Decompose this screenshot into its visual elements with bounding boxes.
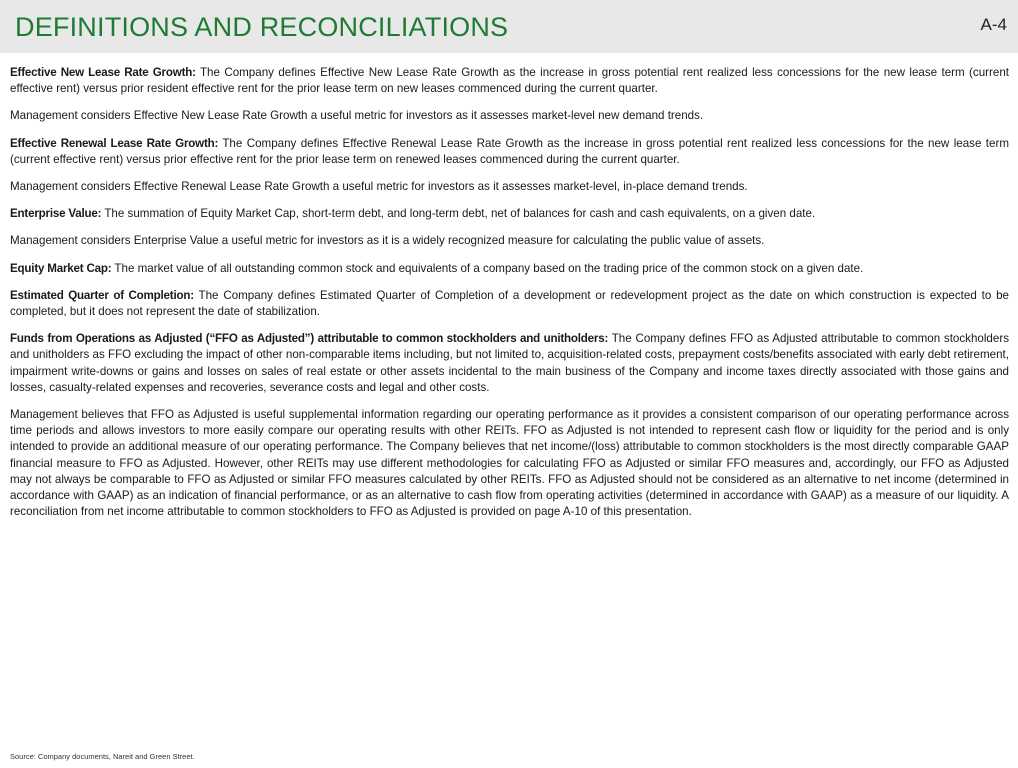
definition-enterprise-value (10, 206, 1009, 222)
paragraph-new-lease-usefulness (10, 108, 1009, 124)
definition-text: The Company defines Effective Renewal Lease Rate Growth as the increase in gross potential rent realized less concessions for the new lease term (current effective rent) versus prior effective rent for the prior lease term on renewed leases commenced during the current quarter. (10, 136, 1009, 166)
page-number: A-4 (980, 15, 1007, 34)
paragraph-enterprise-value-usefulness (10, 233, 1009, 249)
term-label: Effective New Lease Rate Growth: (10, 66, 196, 79)
definition-ffo-as-adjusted (10, 331, 1009, 396)
definition-text: Management believes that FFO as Adjusted is useful supplemental information regarding our operating performance as it provides a consistent comparison of our operating performance across time periods and allows investors to more easily compare our operating results with other REITs. FFO as Adjusted is not intended to represent cash flow or liquidity for the period and is only intended to provide an additional measure of our operating performance. The Company believes that net income/(loss) attributable to common stockholders is the most directly comparable GAAP financial measure to FFO as Adjusted. However, other REITs may use different methodologies for calculating FFO as Adjusted or similar FFO measures and, accordingly, our FFO as Adjusted may not always be comparable to FFO as Adjusted or similar FFO measures calculated by other REITs. FFO as Adjusted should not be considered as an alternative to net income (determined in accordance with GAAP) as an indication of financial performance, or as an alternative to cash flow from operating activities (determined in accordance with GAAP) as a measure of our liquidity. A reconciliation from net income attributable to common stockholders to FFO as Adjusted is provided on page A-10 of this presentation. (10, 408, 1009, 519)
paragraph-ffo-as-adjusted-usefulness (10, 407, 1009, 520)
definition-effective-renewal-lease-rate-growth (10, 136, 1009, 168)
page-title: DEFINITIONS AND RECONCILIATIONS (15, 12, 509, 42)
source-footnote: Source: Company documents, Nareit and Green Street. (10, 752, 195, 761)
definition-text: Management considers Effective Renewal Lease Rate Growth a useful metric for investors as it assesses market-level, in-place demand trends. (10, 180, 748, 194)
definition-text: The market value of all outstanding common stock and equivalents of a company based on the trading price of the common stock on a given date. (111, 261, 864, 275)
definition-effective-new-lease-rate-growth (10, 65, 1009, 97)
term-label: Funds from Operations as Adjusted (“FFO as Adjusted”) attributable to common stockholders and unitholders: (10, 332, 609, 346)
definition-text: The Company defines Estimated Quarter of Completion of a development or redevelopment project as the date on which construction is expected to be completed, but it does not represent the date of stabilization. (10, 288, 1009, 319)
definition-text: The summation of Equity Market Cap, short-term debt, and long-term debt, net of balances for cash and cash equivalents, on a given date. (101, 207, 816, 221)
paragraph-renewal-lease-usefulness (10, 179, 1009, 195)
definition-text: Management considers Effective New Lease Rate Growth a useful metric for investors as it assesses market-level new demand trends. (10, 109, 704, 123)
definition-estimated-quarter-of-completion (10, 288, 1009, 320)
definition-text: The Company defines Effective New Lease Rate Growth as the increase in gross potential rent realized less concessions for the new lease term (current effective rent) versus prior resident effective rent for the prior lease term on new leases commenced during the current quarter. (10, 66, 1009, 96)
term-label: Equity Market Cap: (10, 261, 112, 275)
definition-text: Management considers Enterprise Value a useful metric for investors as it is a widely recognized measure for calculating the public value of assets. (10, 234, 765, 248)
definition-equity-market-cap (10, 261, 1009, 277)
term-label: Estimated Quarter of Completion: (10, 288, 194, 302)
definitions-body (10, 65, 1009, 531)
header-bar (0, 0, 1018, 53)
term-label: Effective Renewal Lease Rate Growth: (10, 136, 219, 150)
term-label: Enterprise Value: (10, 207, 102, 221)
definition-text: The Company defines FFO as Adjusted attributable to common stockholders and unitholders as FFO excluding the impact of other non-comparable items including, but not limited to, acquisition-related costs, prepayment costs/benefits associated with early debt retirement, impairment write-downs or gains and losses on sales of real estate or other assets incidental to the main business of the Company and income taxes directly associated with those gains and losses, casualty-related expenses and recoveries, severance costs and legal and other costs. (10, 332, 1009, 394)
